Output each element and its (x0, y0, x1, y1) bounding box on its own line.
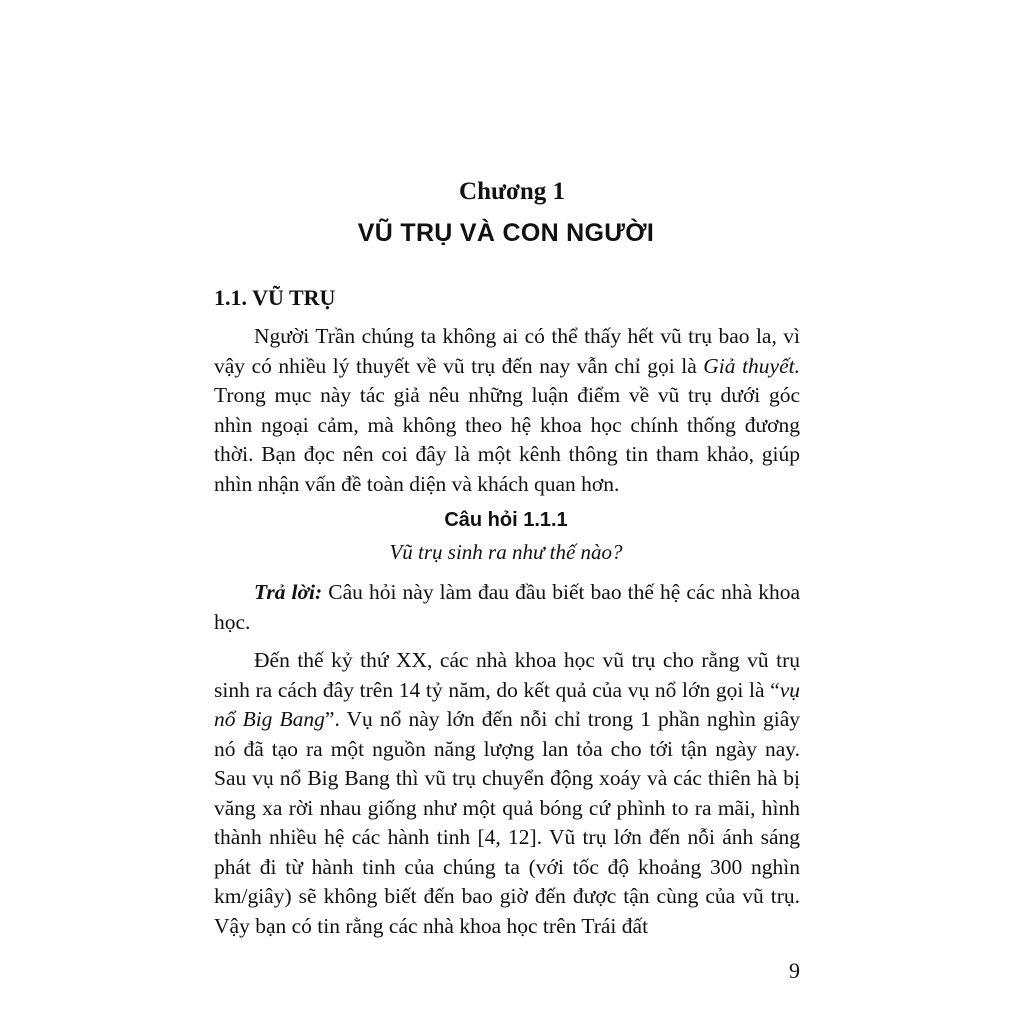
body-text-2: ”. Vụ nổ này lớn đến nỗi chỉ trong 1 phần nghìn giây nó đã tạo ra một nguồn năng lượng lan tỏa cho tới tận ngày nay. Sau vụ nổ Big Bang thì vũ trụ chuyển động xoáy và các thiên hà bị văng xa rời nhau giống như một quả bóng cứ phình to ra mãi, hình thành nhiều hệ các hành tinh [4, 12]. Vũ trụ lớn đến nỗi ánh sáng phát đi từ hành tinh của chúng ta (với tốc độ khoảng 300 nghìn km/giây) sẽ không biết đến bao giờ đến được tận cùng của vũ trụ. Vậy bạn có tin rằng các nhà khoa học trên Trái đất (214, 707, 800, 938)
chapter-title: VŨ TRỤ VÀ CON NGƯỜI (357, 219, 655, 247)
answer-paragraph (214, 578, 800, 637)
intro-italic-term: Giả thuyết. (703, 353, 800, 378)
answer-lead: Trả lời: (254, 580, 323, 604)
question-label: Câu hỏi 1.1.1 (444, 509, 568, 531)
body-text-1: Đến thế kỷ thứ XX, các nhà khoa học vũ trụ cho rằng vũ trụ sinh ra cách đây trên 14 tỷ năm, do kết quả của vụ nổ lớn gọi là “ (214, 648, 800, 702)
page-number: 9 (789, 958, 800, 983)
chapter-label: Chương 1 (459, 178, 565, 205)
body-italic-term: vụ nổ Big Bang (214, 677, 800, 731)
body-paragraph (214, 646, 800, 941)
question-text: Vũ trụ sinh ra như thế nào? (389, 540, 623, 564)
answer-text: Câu hỏi này làm đau đầu biết bao thế hệ các nhà khoa học. (214, 580, 800, 634)
intro-text-1: Người Trần chúng ta không ai có thể thấy hết vũ trụ bao la, vì vậy có nhiều lý thuyết về vũ trụ đến nay vẫn chỉ gọi là (214, 324, 800, 378)
intro-paragraph (214, 322, 800, 499)
section-heading: 1.1. VŨ TRỤ (214, 285, 336, 310)
intro-text-2: Trong mục này tác giả nêu những luận điểm về vũ trụ dưới góc nhìn ngoại cảm, mà không theo hệ khoa học chính thống đương thời. Bạn đọc nên coi đây là một kênh thông tin tham khảo, giúp nhìn nhận vấn đề toàn diện và khách quan hơn. (214, 383, 800, 496)
